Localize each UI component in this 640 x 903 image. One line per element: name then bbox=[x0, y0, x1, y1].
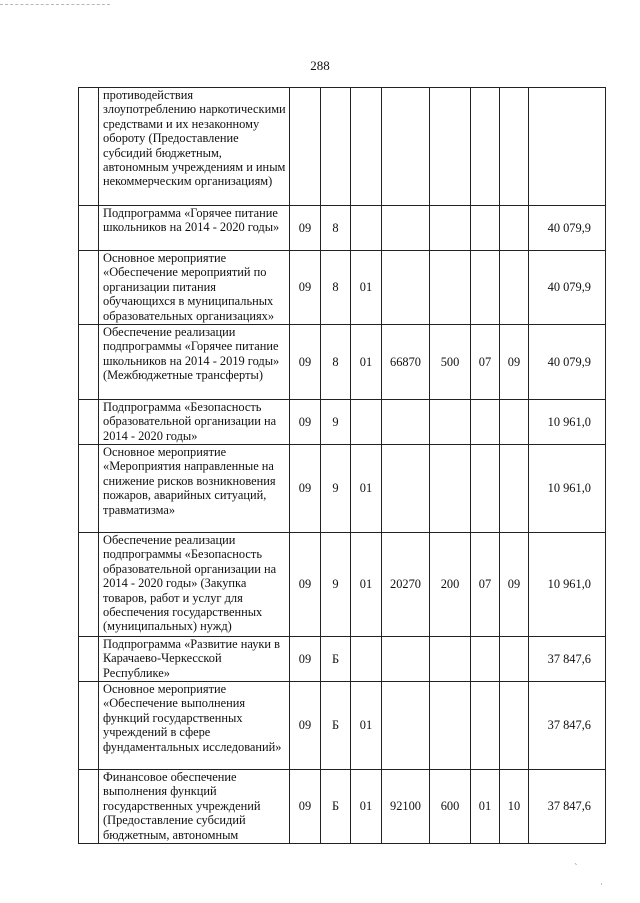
expense-type-cell bbox=[430, 88, 471, 206]
subsection-cell: 09 bbox=[500, 325, 529, 400]
vedomstvo-code-cell: 09 bbox=[290, 206, 321, 251]
table-row bbox=[79, 682, 606, 770]
program-code-cell: 8 bbox=[321, 325, 351, 400]
table-row bbox=[79, 533, 606, 637]
row-number-cell bbox=[79, 770, 99, 844]
row-number-cell bbox=[79, 682, 99, 770]
vedomstvo-code-cell: 09 bbox=[290, 445, 321, 533]
expense-type-cell bbox=[430, 682, 471, 770]
subsection-cell bbox=[500, 206, 529, 251]
scan-artifact-line bbox=[0, 4, 110, 5]
amount-cell bbox=[529, 88, 606, 206]
program-code-cell: 8 bbox=[321, 206, 351, 251]
subsection-cell bbox=[500, 445, 529, 533]
subsection-cell bbox=[500, 682, 529, 770]
row-number-cell bbox=[79, 325, 99, 400]
item-name-cell: Основное мероприятие «Обеспечение мероприятий по организации питания обучающихся в муниципальных образовательных организациях» bbox=[99, 251, 290, 325]
item-name-cell: Обеспечение реализации подпрограммы «Горячее питание школьников на 2014 - 2019 годы» (Межбюджетные трансферты) bbox=[99, 325, 290, 400]
scan-speck: ˎ bbox=[574, 856, 579, 866]
direction-code-cell bbox=[382, 251, 430, 325]
vedomstvo-code-cell: 09 bbox=[290, 770, 321, 844]
subprogram-code-cell: 01 bbox=[351, 770, 382, 844]
section-cell bbox=[471, 88, 500, 206]
item-name-cell: противодействия злоупотреблению наркотическими средствами и их незаконному обороту (Предоставление субсидий бюджетным, автономным учреждениям и иным некоммерческим организациям) bbox=[99, 88, 290, 206]
direction-code-cell bbox=[382, 637, 430, 682]
subsection-cell: 09 bbox=[500, 533, 529, 637]
item-name-cell: Подпрограмма «Горячее питание школьников на 2014 - 2020 годы» bbox=[99, 206, 290, 251]
program-code-cell: Б bbox=[321, 682, 351, 770]
item-name-cell: Подпрограмма «Безопасность образовательной организации на 2014 - 2020 годы» bbox=[99, 400, 290, 445]
subsection-cell bbox=[500, 400, 529, 445]
section-cell: 01 bbox=[471, 770, 500, 844]
subprogram-code-cell bbox=[351, 88, 382, 206]
item-name-cell: Основное мероприятие «Мероприятия направленные на снижение рисков возникновения пожаров, аварийных ситуаций, травматизма» bbox=[99, 445, 290, 533]
table-row bbox=[79, 251, 606, 325]
table-row bbox=[79, 445, 606, 533]
section-cell: 07 bbox=[471, 533, 500, 637]
expense-type-cell: 200 bbox=[430, 533, 471, 637]
table-row bbox=[79, 637, 606, 682]
subsection-cell: 10 bbox=[500, 770, 529, 844]
item-name-cell: Обеспечение реализации подпрограммы «Безопасность образовательной организации на 2014 - 2020 годы» (Закупка товаров, работ и услуг для обеспечения государственных (муниципальных) нужд) bbox=[99, 533, 290, 637]
section-cell bbox=[471, 400, 500, 445]
direction-code-cell bbox=[382, 682, 430, 770]
direction-code-cell: 20270 bbox=[382, 533, 430, 637]
amount-cell: 37 847,6 bbox=[529, 770, 606, 844]
amount-cell: 40 079,9 bbox=[529, 251, 606, 325]
page-number: 288 bbox=[310, 58, 330, 73]
budget-table bbox=[78, 87, 606, 844]
subprogram-code-cell: 01 bbox=[351, 325, 382, 400]
program-code-cell: 9 bbox=[321, 533, 351, 637]
table-row bbox=[79, 206, 606, 251]
subsection-cell bbox=[500, 637, 529, 682]
program-code-cell: 9 bbox=[321, 445, 351, 533]
amount-cell: 37 847,6 bbox=[529, 637, 606, 682]
direction-code-cell bbox=[382, 206, 430, 251]
program-code-cell bbox=[321, 88, 351, 206]
vedomstvo-code-cell: 09 bbox=[290, 400, 321, 445]
subprogram-code-cell bbox=[351, 637, 382, 682]
expense-type-cell bbox=[430, 400, 471, 445]
amount-cell: 40 079,9 bbox=[529, 206, 606, 251]
row-number-cell bbox=[79, 637, 99, 682]
vedomstvo-code-cell: 09 bbox=[290, 637, 321, 682]
scan-speck: · bbox=[600, 880, 603, 890]
expense-type-cell bbox=[430, 206, 471, 251]
subprogram-code-cell bbox=[351, 206, 382, 251]
program-code-cell: 9 bbox=[321, 400, 351, 445]
amount-cell: 40 079,9 bbox=[529, 325, 606, 400]
direction-code-cell: 92100 bbox=[382, 770, 430, 844]
table-body bbox=[79, 88, 606, 844]
amount-cell: 37 847,6 bbox=[529, 682, 606, 770]
section-cell bbox=[471, 682, 500, 770]
subprogram-code-cell bbox=[351, 400, 382, 445]
item-name-cell: Финансовое обеспечение выполнения функций государственных учреждений (Предоставление субсидий бюджетным, автономным bbox=[99, 770, 290, 844]
expense-type-cell: 600 bbox=[430, 770, 471, 844]
item-name-cell: Основное мероприятие «Обеспечение выполнения функций государственных учреждений в сфере фундаментальных исследований» bbox=[99, 682, 290, 770]
direction-code-cell: 66870 bbox=[382, 325, 430, 400]
section-cell bbox=[471, 251, 500, 325]
table-row bbox=[79, 770, 606, 844]
row-number-cell bbox=[79, 445, 99, 533]
vedomstvo-code-cell: 09 bbox=[290, 251, 321, 325]
subprogram-code-cell: 01 bbox=[351, 445, 382, 533]
item-name-cell: Подпрограмма «Развитие науки в Карачаево-Черкесской Республике» bbox=[99, 637, 290, 682]
section-cell bbox=[471, 445, 500, 533]
vedomstvo-code-cell bbox=[290, 88, 321, 206]
subprogram-code-cell: 01 bbox=[351, 682, 382, 770]
row-number-cell bbox=[79, 251, 99, 325]
subprogram-code-cell: 01 bbox=[351, 251, 382, 325]
row-number-cell bbox=[79, 206, 99, 251]
row-number-cell bbox=[79, 88, 99, 206]
row-number-cell bbox=[79, 533, 99, 637]
vedomstvo-code-cell: 09 bbox=[290, 325, 321, 400]
amount-cell: 10 961,0 bbox=[529, 445, 606, 533]
section-cell: 07 bbox=[471, 325, 500, 400]
direction-code-cell bbox=[382, 88, 430, 206]
expense-type-cell bbox=[430, 637, 471, 682]
section-cell bbox=[471, 206, 500, 251]
direction-code-cell bbox=[382, 400, 430, 445]
program-code-cell: Б bbox=[321, 637, 351, 682]
table-row bbox=[79, 88, 606, 206]
table-row bbox=[79, 325, 606, 400]
expense-type-cell bbox=[430, 445, 471, 533]
vedomstvo-code-cell: 09 bbox=[290, 533, 321, 637]
amount-cell: 10 961,0 bbox=[529, 533, 606, 637]
subsection-cell bbox=[500, 251, 529, 325]
table-row bbox=[79, 400, 606, 445]
program-code-cell: 8 bbox=[321, 251, 351, 325]
row-number-cell bbox=[79, 400, 99, 445]
expense-type-cell bbox=[430, 251, 471, 325]
vedomstvo-code-cell: 09 bbox=[290, 682, 321, 770]
section-cell bbox=[471, 637, 500, 682]
direction-code-cell bbox=[382, 445, 430, 533]
program-code-cell: Б bbox=[321, 770, 351, 844]
expense-type-cell: 500 bbox=[430, 325, 471, 400]
amount-cell: 10 961,0 bbox=[529, 400, 606, 445]
subsection-cell bbox=[500, 88, 529, 206]
subprogram-code-cell: 01 bbox=[351, 533, 382, 637]
